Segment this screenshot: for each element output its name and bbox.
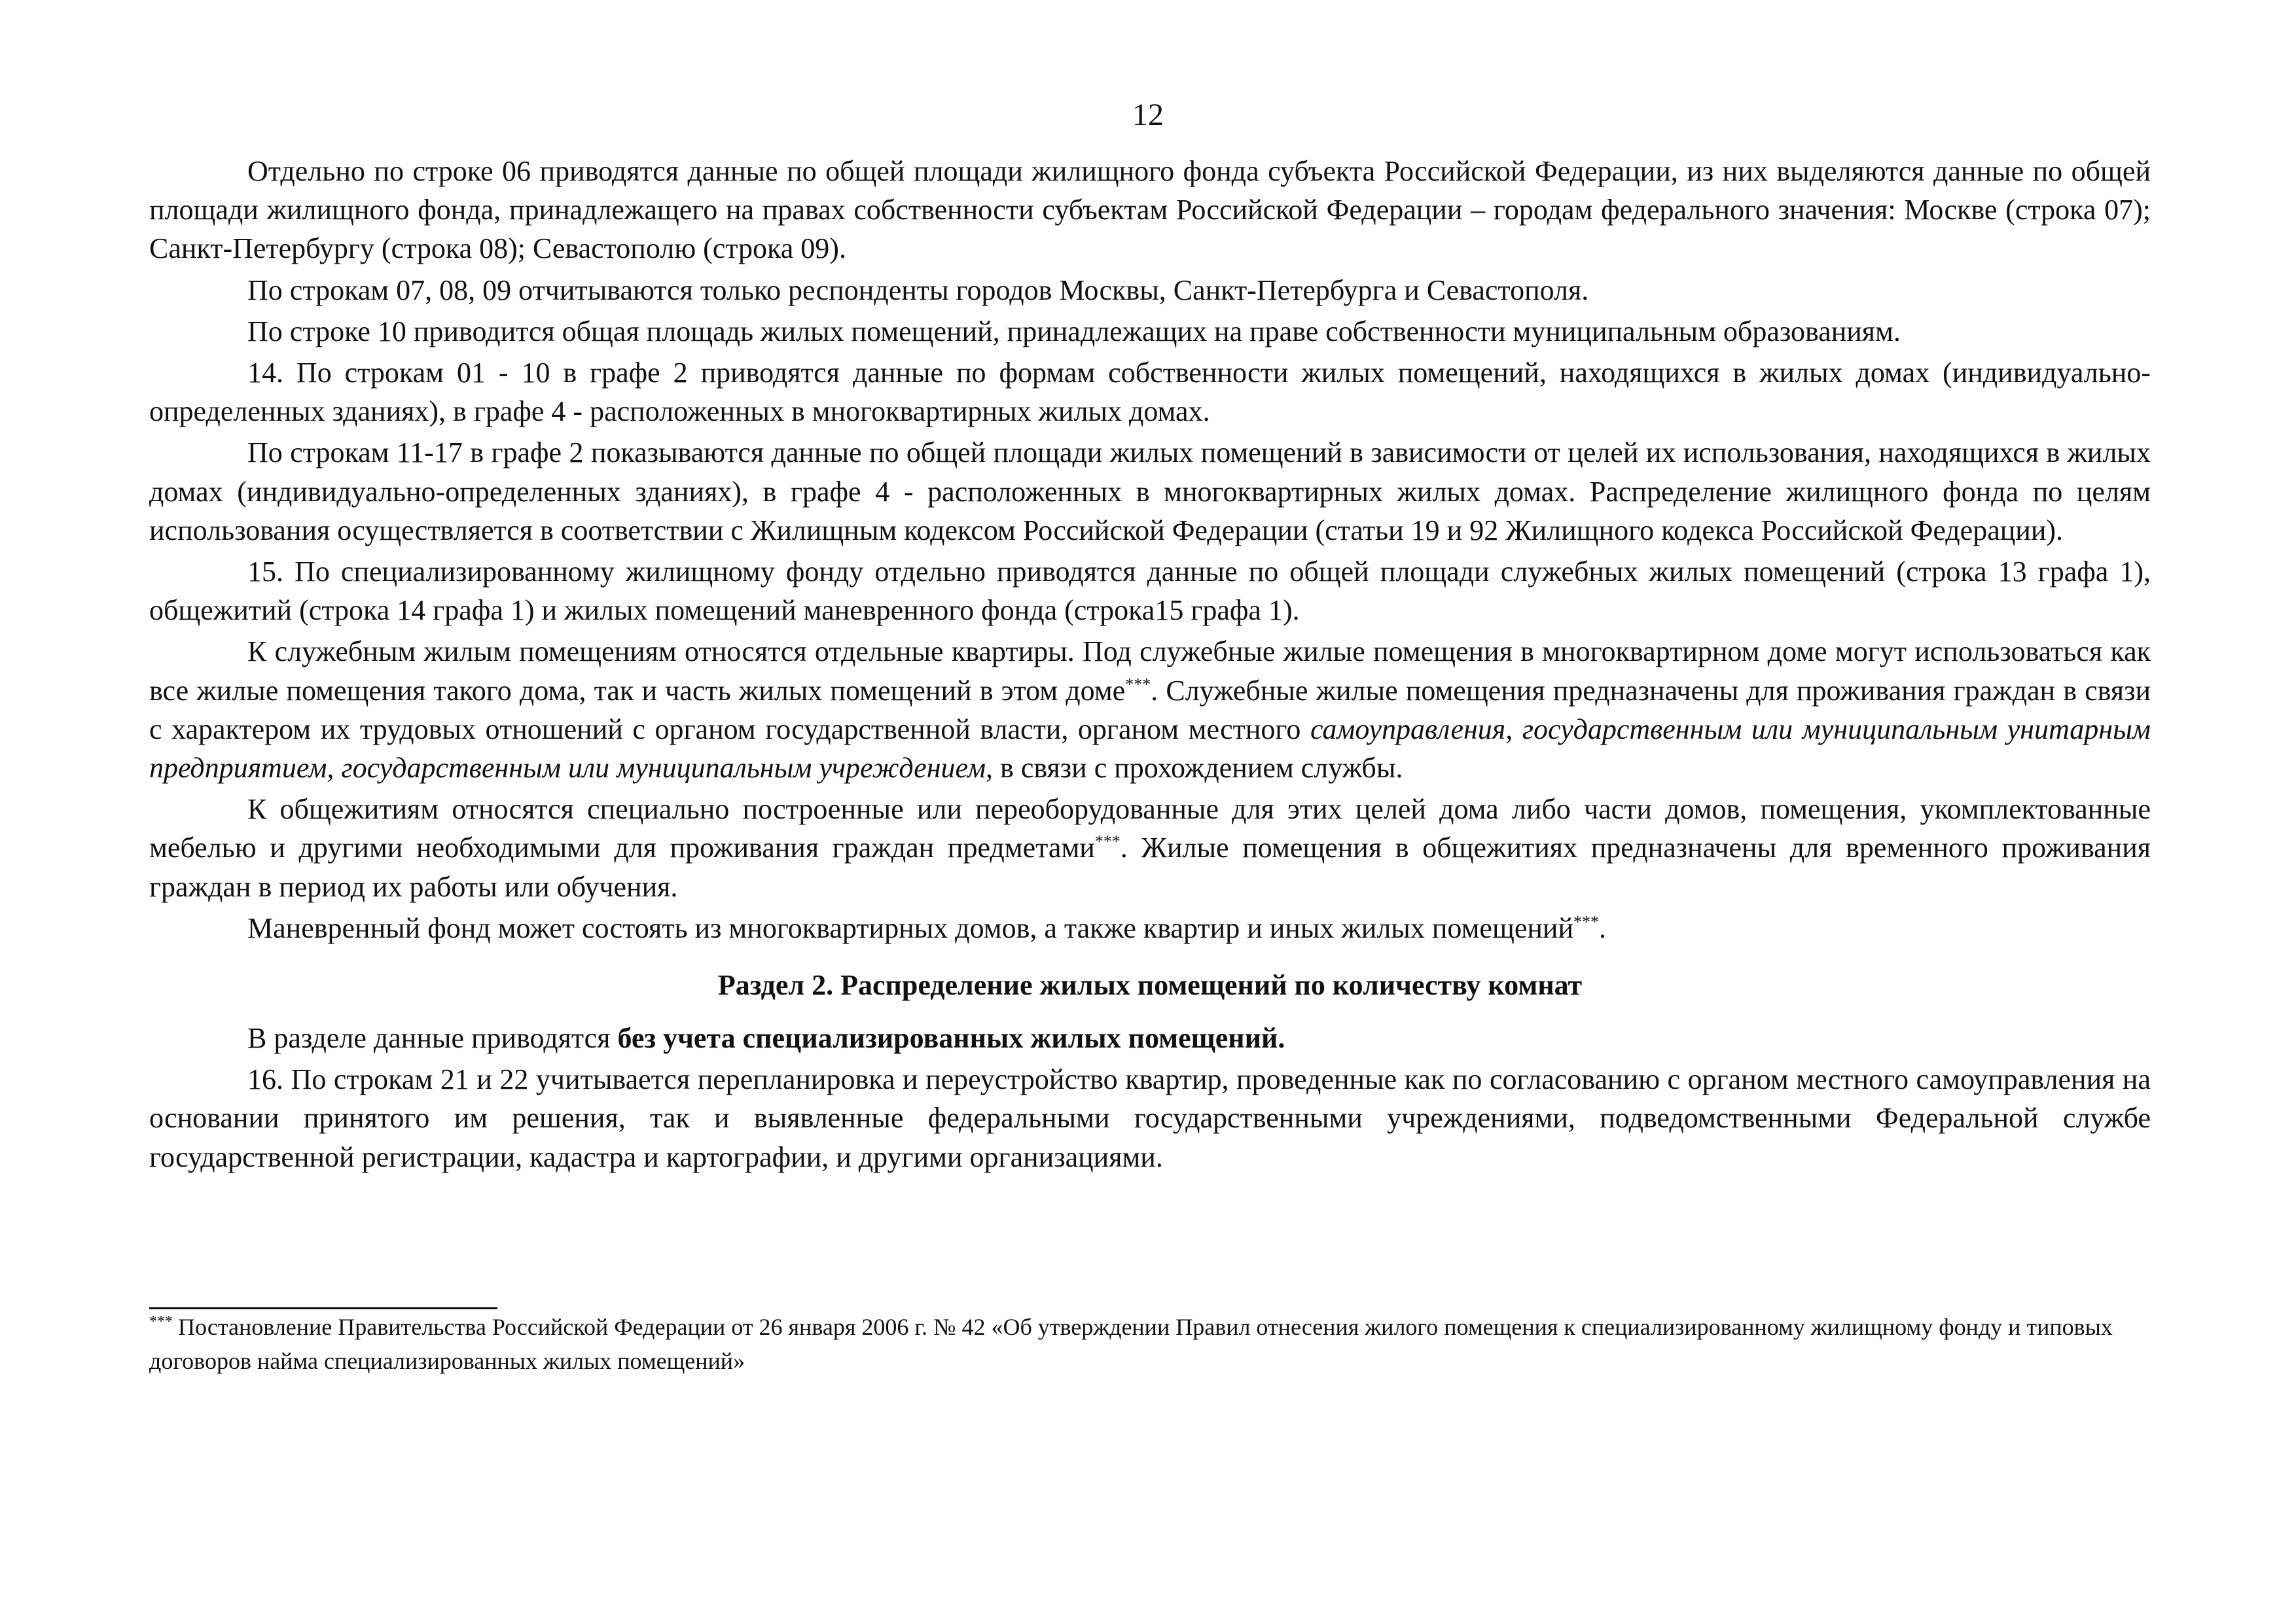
paragraph-text: Маневренный фонд может состоять из многоквартирных домов, а также квартир и иных жилых помещений xyxy=(247,911,1573,944)
paragraph-text: . Жилые помещения в общежитиях предназначены для временного проживания граждан в период их работы или обучения. xyxy=(149,832,2151,903)
paragraph-italic-text: самоуправления, государственным или муниципальным унитарным предприятием, государственным или муниципальным учреждением xyxy=(149,713,2151,785)
paragraph-lines-07-09 xyxy=(149,271,2151,309)
footnote-mark: *** xyxy=(149,1313,173,1330)
paragraph-section2-intro xyxy=(149,1019,2151,1057)
paragraph-dormitories xyxy=(149,790,2151,906)
footnote xyxy=(149,1310,2139,1378)
footnote-reference: *** xyxy=(1125,674,1151,694)
paragraph-text: Отдельно по строке 06 приводятся данные по общей площади жилищного фонда субъекта Российской Федерации, из них выделяются данные по общей площади жилищного фонда, принадлежащего на правах собственности субъектам Российской Федерации – городам федерального значения: Москве (строка 07); Санкт-Петербургу (строка 08); Севастополю (строка 09). xyxy=(149,155,2151,265)
paragraph-text: . xyxy=(1599,911,1606,944)
paragraph-text: 14. По строкам 01 - 10 в графе 2 приводятся данные по формам собственности жилых помещений, находящихся в жилых домах (индивидуально-определенных зданиях), в графе 4 - расположенных в многоквартирных жилых домах. xyxy=(149,357,2151,428)
paragraph-lines-11-17 xyxy=(149,433,2151,550)
footnote-reference: *** xyxy=(1094,832,1121,851)
paragraph-text: 16. По строкам 21 и 22 учитывается перепланировка и переустройство квартир, проведенные как по согласованию с органом местного самоуправления на основании принятого им решения, так и выявленные федеральными государственными учреждениями, подведомственными Федеральной службе государственной регистрации, кадастра и картографии, и другими организациями. xyxy=(149,1063,2151,1173)
paragraph-text: К общежитиям относятся специально построенные или переоборудованные для этих целей дома либо части домов, помещения, укомплектованные мебелью и другими необходимыми для проживания граждан предметами xyxy=(149,793,2151,864)
paragraph-line-06 xyxy=(149,152,2151,268)
paragraph-text: По строкам 07, 08, 09 отчитываются только респонденты городов Москвы, Санкт-Петербурга и Севастополя. xyxy=(247,274,1589,306)
footnote-reference: *** xyxy=(1573,912,1599,932)
paragraph-text: По строке 10 приводится общая площадь жилых помещений, принадлежащих на праве собственности муниципальным образованиям. xyxy=(247,315,1901,347)
footnote-divider xyxy=(149,1307,497,1309)
paragraph-bold-text: без учета специализированных жилых помещений. xyxy=(617,1022,1285,1055)
paragraph-text: , в связи с прохождением службы. xyxy=(986,752,1403,785)
paragraph-item-15 xyxy=(149,552,2151,629)
paragraph-line-10 xyxy=(149,312,2151,351)
paragraph-service-housing xyxy=(149,632,2151,787)
paragraph-text: По строкам 11-17 в графе 2 показываются данные по общей площади жилых помещений в зависимости от целей их использования, находящихся в жилых домах (индивидуально-определенных зданиях), в графе 4 - расположенных в многоквартирных жилых домах. Распределение жилищного фонда по целям использования осуществляется в соответствии с Жилищным кодексом Российской Федерации (статьи 19 и 92 Жилищного кодекса Российской Федерации). xyxy=(149,436,2151,546)
paragraph-maneuver-fund xyxy=(149,909,2151,947)
document-body xyxy=(149,152,2151,1176)
paragraph-item-14 xyxy=(149,353,2151,431)
paragraph-item-16 xyxy=(149,1060,2151,1176)
page-number: 12 xyxy=(1132,97,1164,132)
footnote-text: Постановление Правительства Российской Федерации от 26 января 2006 г. № 42 «Об утверждении Правил отнесения жилого помещения к специализированному жилищному фонду и типовых договоров найма специализированных жилых помещений» xyxy=(149,1314,2113,1374)
paragraph-text: . Служебные жилые помещения предназначены для проживания граждан в связи с характером их трудовых отношений с органом государственной власти, органом местного xyxy=(149,674,2151,745)
paragraph-text: 15. По специализированному жилищному фонду отдельно приводятся данные по общей площади служебных жилых помещений (строка 13 графа 1), общежитий (строка 14 графа 1) и жилых помещений маневренного фонда (строка15 графа 1). xyxy=(149,556,2151,627)
paragraph-text: К служебным жилым помещениям относятся отдельные квартиры. Под служебные жилые помещения в многоквартирном доме могут использоваться как все жилые помещения такого дома, так и часть жилых помещений в этом доме xyxy=(149,635,2151,707)
paragraph-text: В разделе данные приводятся xyxy=(247,1022,618,1055)
section-heading: Раздел 2. Распределение жилых помещений по количеству комнат xyxy=(717,969,1583,1002)
